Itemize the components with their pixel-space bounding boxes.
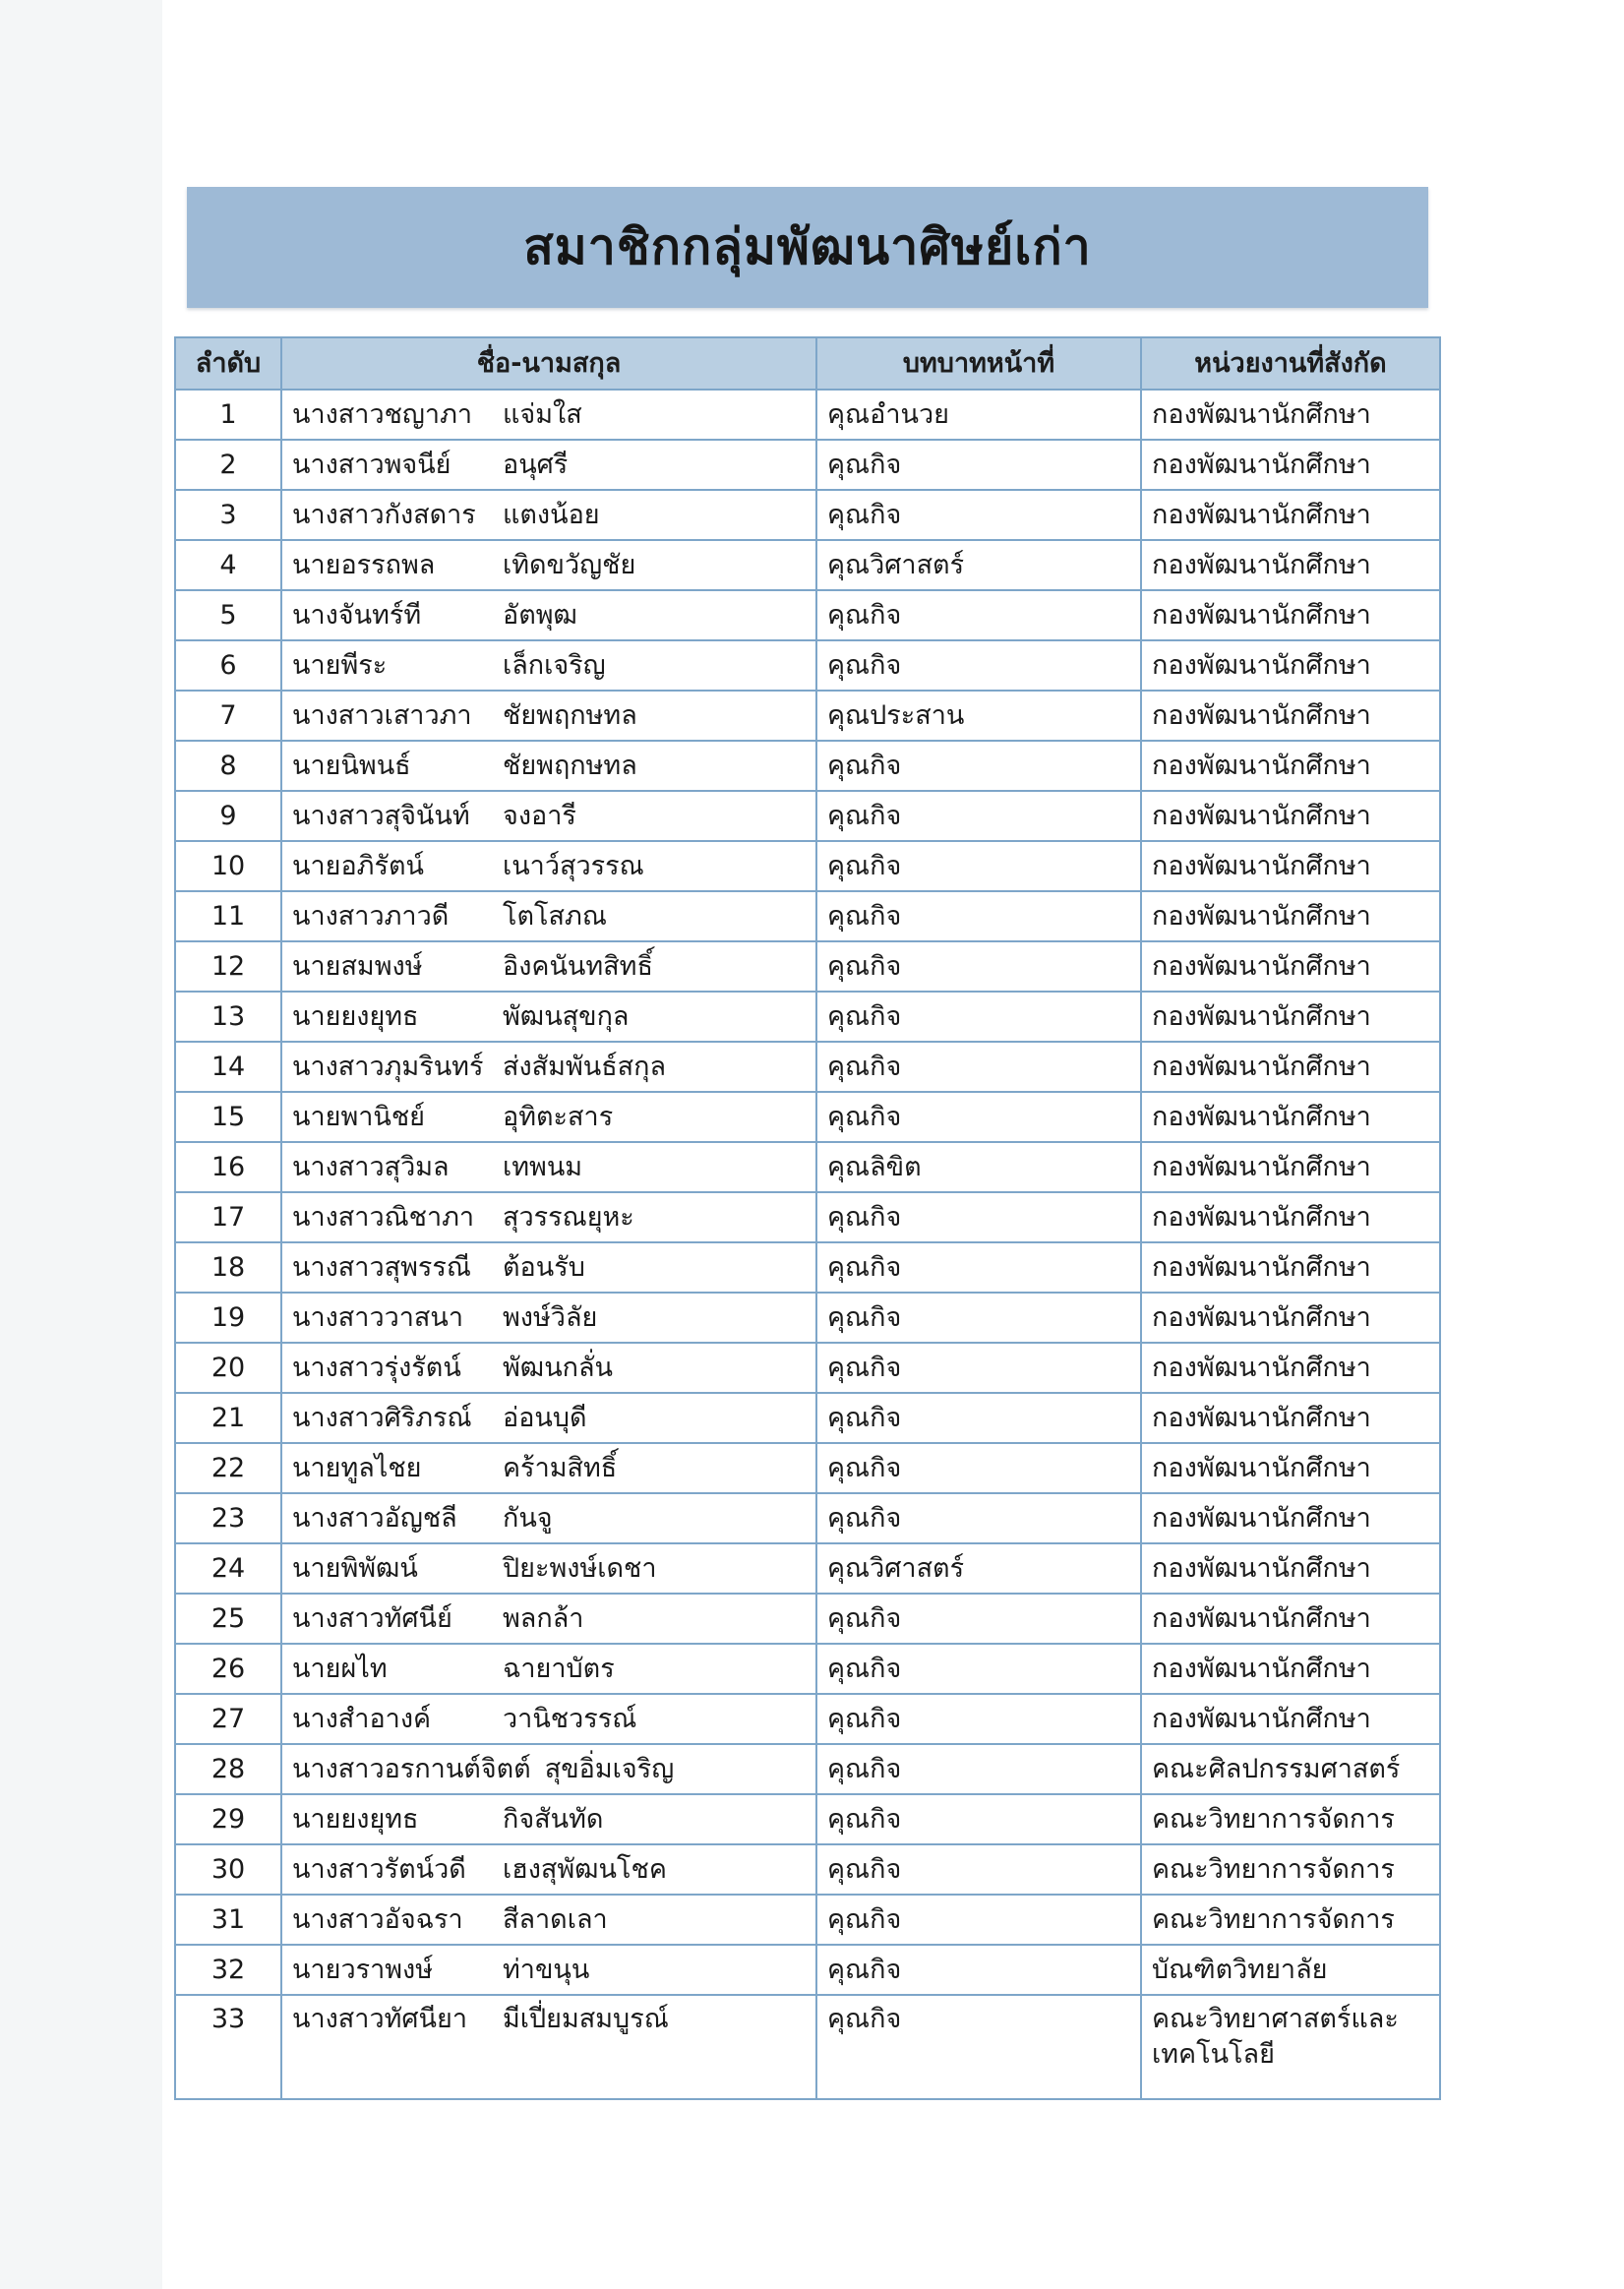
last-name: สุวรรณยุหะ: [503, 1201, 634, 1233]
last-name: ท่าขนุน: [503, 1954, 590, 1985]
cell-role: คุณกิจ: [816, 640, 1141, 691]
table-row: [175, 390, 1440, 440]
cell-name: [281, 390, 816, 440]
cell-unit: คณะวิทยาการจัดการ: [1141, 1895, 1440, 1945]
table-row: [175, 841, 1440, 891]
first-name: นายอภิรัตน์: [292, 850, 424, 881]
cell-name: [281, 841, 816, 891]
cell-unit: กองพัฒนานักศึกษา: [1141, 640, 1440, 691]
cell-name: [281, 941, 816, 992]
cell-role: คุณกิจ: [816, 841, 1141, 891]
cell-name: [281, 1594, 816, 1644]
cell-unit: กองพัฒนานักศึกษา: [1141, 891, 1440, 941]
cell-name: [281, 640, 816, 691]
first-name: นางสาวทัศนียา: [292, 2004, 467, 2034]
cell-number: 8: [175, 741, 281, 791]
cell-role: คุณกิจ: [816, 1895, 1141, 1945]
cell-number: 13: [175, 992, 281, 1042]
cell-name: [281, 1694, 816, 1744]
cell-number: 5: [175, 590, 281, 640]
cell-name: [281, 1844, 816, 1895]
cell-number: 7: [175, 691, 281, 741]
cell-unit: กองพัฒนานักศึกษา: [1141, 1543, 1440, 1594]
last-name: จงอารี: [503, 800, 576, 831]
table-row: [175, 1694, 1440, 1744]
cell-unit: กองพัฒนานักศึกษา: [1141, 1594, 1440, 1644]
cell-role: คุณกิจ: [816, 1242, 1141, 1293]
cell-number: 24: [175, 1543, 281, 1594]
first-name: นายยงยุทธ: [292, 1000, 419, 1032]
cell-role: คุณกิจ: [816, 1644, 1141, 1694]
cell-number: 27: [175, 1694, 281, 1744]
cell-unit: กองพัฒนานักศึกษา: [1141, 841, 1440, 891]
cell-role: คุณกิจ: [816, 741, 1141, 791]
last-name: พงษ์วิลัย: [503, 1301, 598, 1333]
first-name: นางจันทร์ที: [292, 599, 422, 631]
last-name: โตโสภณ: [503, 900, 607, 932]
cell-name: [281, 1393, 816, 1443]
last-name: ปิยะพงษ์เดชา: [503, 1552, 657, 1584]
header-unit: หน่วยงานที่สังกัด: [1141, 337, 1440, 390]
cell-number: 28: [175, 1744, 281, 1794]
cell-number: 9: [175, 791, 281, 841]
cell-unit: คณะวิทยาการจัดการ: [1141, 1794, 1440, 1844]
cell-role: คุณกิจ: [816, 1343, 1141, 1393]
cell-unit: บัณฑิตวิทยาลัย: [1141, 1945, 1440, 1995]
cell-role: คุณลิขิต: [816, 1142, 1141, 1192]
last-name: กิจสันทัด: [503, 1803, 604, 1835]
table-row: [175, 741, 1440, 791]
cell-role: คุณกิจ: [816, 1844, 1141, 1895]
last-name: ส่งสัมพันธ์สกุล: [503, 1051, 667, 1082]
last-name: พัฒนสุขกุล: [503, 1000, 630, 1032]
cell-unit: กองพัฒนานักศึกษา: [1141, 691, 1440, 741]
cell-number: 32: [175, 1945, 281, 1995]
cell-number: 11: [175, 891, 281, 941]
cell-unit: กองพัฒนานักศึกษา: [1141, 390, 1440, 440]
first-name: นายพิพัฒน์: [292, 1552, 418, 1584]
cell-number: 12: [175, 941, 281, 992]
cell-number: 17: [175, 1192, 281, 1242]
cell-number: 30: [175, 1844, 281, 1895]
first-name: นางสาวทัศนีย์: [292, 1602, 452, 1634]
cell-role: คุณกิจ: [816, 1794, 1141, 1844]
first-name: นางสาวอัจฉรา: [292, 1903, 463, 1935]
cell-unit: กองพัฒนานักศึกษา: [1141, 1343, 1440, 1393]
cell-unit: กองพัฒนานักศึกษา: [1141, 1192, 1440, 1242]
title-banner: [187, 187, 1428, 308]
table-row: [175, 1493, 1440, 1543]
cell-name: [281, 1995, 816, 2099]
first-name: นางสาวเสาวภา: [292, 699, 472, 731]
cell-name: [281, 1192, 816, 1242]
cell-number: 18: [175, 1242, 281, 1293]
table-body: [175, 390, 1440, 2099]
table-row: [175, 1744, 1440, 1794]
first-name: นางสาวพจนีย์: [292, 449, 451, 480]
table-row: [175, 1192, 1440, 1242]
cell-name: [281, 1142, 816, 1192]
cell-unit: กองพัฒนานักศึกษา: [1141, 1644, 1440, 1694]
table-row: [175, 1594, 1440, 1644]
cell-number: 31: [175, 1895, 281, 1945]
last-name: ต้อนรับ: [503, 1251, 585, 1283]
table-row: [175, 941, 1440, 992]
table-row: [175, 1242, 1440, 1293]
cell-role: คุณกิจ: [816, 440, 1141, 490]
cell-name: [281, 590, 816, 640]
table-row: [175, 1844, 1440, 1895]
table-row: [175, 1995, 1440, 2099]
last-name: กันจู: [503, 1502, 553, 1534]
first-name: นางสาวสุวิมล: [292, 1151, 450, 1182]
cell-name: [281, 490, 816, 540]
last-name: อ่อนบุดี: [503, 1402, 587, 1433]
cell-number: 19: [175, 1293, 281, 1343]
last-name: เนาว์สุวรรณ: [503, 850, 644, 881]
cell-number: 22: [175, 1443, 281, 1493]
cell-name: [281, 1794, 816, 1844]
cell-number: 29: [175, 1794, 281, 1844]
cell-number: 14: [175, 1042, 281, 1092]
cell-unit: กองพัฒนานักศึกษา: [1141, 590, 1440, 640]
first-name: นายวราพงษ์: [292, 1954, 434, 1985]
cell-unit: กองพัฒนานักศึกษา: [1141, 1393, 1440, 1443]
cell-name: [281, 1343, 816, 1393]
cell-role: คุณวิศาสตร์: [816, 540, 1141, 590]
last-name: สุขอิ่มเจริญ: [544, 1753, 675, 1784]
cell-role: คุณกิจ: [816, 992, 1141, 1042]
first-name: นายพีระ: [292, 649, 388, 681]
last-name: อัตพุฒ: [503, 599, 577, 631]
cell-unit: กองพัฒนานักศึกษา: [1141, 1092, 1440, 1142]
cell-number: 16: [175, 1142, 281, 1192]
first-name: นางสาวณิชาภา: [292, 1201, 475, 1233]
cell-role: คุณวิศาสตร์: [816, 1543, 1141, 1594]
table-row: [175, 992, 1440, 1042]
cell-name: [281, 1744, 816, 1794]
cell-unit: กองพัฒนานักศึกษา: [1141, 540, 1440, 590]
table-row: [175, 1644, 1440, 1694]
last-name: มีเปี่ยมสมบูรณ์: [503, 2004, 669, 2034]
last-name: เทิดขวัญชัย: [503, 549, 636, 580]
cell-number: 1: [175, 390, 281, 440]
cell-unit: คณะวิทยาการจัดการ: [1141, 1844, 1440, 1895]
cell-unit: กองพัฒนานักศึกษา: [1141, 1293, 1440, 1343]
first-name: นางสาวภุมรินทร์: [292, 1051, 484, 1082]
last-name: สีลาดเลา: [503, 1903, 608, 1935]
cell-number: 3: [175, 490, 281, 540]
cell-unit: กองพัฒนานักศึกษา: [1141, 1042, 1440, 1092]
cell-number: 26: [175, 1644, 281, 1694]
first-name: นางสาวชญาภา: [292, 398, 473, 430]
last-name: เล็กเจริญ: [503, 649, 606, 681]
cell-role: คุณกิจ: [816, 1293, 1141, 1343]
table-row: [175, 1895, 1440, 1945]
cell-unit: กองพัฒนานักศึกษา: [1141, 941, 1440, 992]
cell-role: คุณกิจ: [816, 941, 1141, 992]
first-name: นางสาวสุจินันท์: [292, 800, 470, 831]
last-name: ฉายาบัตร: [503, 1653, 615, 1684]
first-name: นายยงยุทธ: [292, 1803, 419, 1835]
table-row: [175, 691, 1440, 741]
cell-name: [281, 440, 816, 490]
cell-name: [281, 741, 816, 791]
first-name: นายนิพนธ์: [292, 750, 411, 781]
cell-name: [281, 1092, 816, 1142]
first-name: นายพานิชย์: [292, 1101, 425, 1132]
cell-role: คุณกิจ: [816, 1995, 1141, 2099]
last-name: ชัยพฤกษทล: [503, 750, 637, 781]
table-row: [175, 1443, 1440, 1493]
last-name: อุทิตะสาร: [503, 1101, 614, 1132]
cell-name: [281, 1042, 816, 1092]
cell-role: คุณอำนวย: [816, 390, 1141, 440]
table-header-row: [175, 337, 1440, 390]
cell-name: [281, 1242, 816, 1293]
cell-unit: กองพัฒนานักศึกษา: [1141, 992, 1440, 1042]
last-name: แตงน้อย: [503, 499, 600, 530]
cell-unit: กองพัฒนานักศึกษา: [1141, 1694, 1440, 1744]
cell-number: 33: [175, 1995, 281, 2099]
members-table: [174, 336, 1441, 2100]
last-name: เทพนม: [503, 1151, 583, 1182]
page-title: สมาชิกกลุ่มพัฒนาศิษย์เก่า: [523, 218, 1092, 275]
cell-name: [281, 1493, 816, 1543]
cell-name: [281, 791, 816, 841]
cell-unit: กองพัฒนานักศึกษา: [1141, 490, 1440, 540]
cell-role: คุณกิจ: [816, 1443, 1141, 1493]
cell-name: [281, 1293, 816, 1343]
cell-unit: กองพัฒนานักศึกษา: [1141, 1443, 1440, 1493]
last-name: คร้ามสิทธิ์: [503, 1452, 618, 1483]
cell-name: [281, 1644, 816, 1694]
cell-role: คุณกิจ: [816, 590, 1141, 640]
cell-number: 20: [175, 1343, 281, 1393]
cell-name: [281, 691, 816, 741]
first-name: นางสาวอรกานต์จิตต์: [292, 1753, 531, 1784]
last-name: อนุศรี: [503, 449, 569, 480]
first-name: นางสาวอัญชลี: [292, 1502, 457, 1534]
last-name: วานิชวรรณ์: [503, 1703, 637, 1734]
first-name: นางสาวสุพรรณี: [292, 1251, 471, 1283]
cell-role: คุณกิจ: [816, 1192, 1141, 1242]
cell-unit: คณะวิทยาศาสตร์และเทคโนโลยี: [1141, 1995, 1440, 2099]
first-name: นางสาวรุ่งรัตน์: [292, 1352, 461, 1383]
cell-role: คุณกิจ: [816, 1694, 1141, 1744]
first-name: นายอรรถพล: [292, 549, 436, 580]
first-name: นางสาวรัตน์วดี: [292, 1853, 466, 1885]
first-name: นายสมพงษ์: [292, 950, 423, 982]
cell-name: [281, 1443, 816, 1493]
cell-number: 10: [175, 841, 281, 891]
table-row: [175, 1945, 1440, 1995]
cell-number: 2: [175, 440, 281, 490]
table-row: [175, 791, 1440, 841]
cell-name: [281, 540, 816, 590]
cell-role: คุณกิจ: [816, 891, 1141, 941]
cell-role: คุณกิจ: [816, 1493, 1141, 1543]
cell-name: [281, 1895, 816, 1945]
header-number: ลำดับ: [175, 337, 281, 390]
last-name: เฮงสุพัฒนโชค: [503, 1853, 667, 1885]
header-role: บทบาทหน้าที่: [816, 337, 1141, 390]
table-row: [175, 590, 1440, 640]
table-row: [175, 1042, 1440, 1092]
first-name: นางสาวกังสดาร: [292, 499, 476, 530]
cell-role: คุณกิจ: [816, 1393, 1141, 1443]
cell-number: 4: [175, 540, 281, 590]
cell-unit: กองพัฒนานักศึกษา: [1141, 741, 1440, 791]
cell-role: คุณกิจ: [816, 1042, 1141, 1092]
cell-name: [281, 992, 816, 1042]
last-name: แจ่มใส: [503, 398, 582, 430]
table-row: [175, 1543, 1440, 1594]
cell-role: คุณกิจ: [816, 791, 1141, 841]
cell-name: [281, 891, 816, 941]
table-row: [175, 891, 1440, 941]
table-row: [175, 1343, 1440, 1393]
cell-role: คุณกิจ: [816, 490, 1141, 540]
table-row: [175, 1794, 1440, 1844]
table-row: [175, 490, 1440, 540]
cell-number: 6: [175, 640, 281, 691]
table-row: [175, 440, 1440, 490]
table-row: [175, 640, 1440, 691]
last-name: พัฒนกลั่น: [503, 1352, 613, 1383]
cell-number: 25: [175, 1594, 281, 1644]
cell-name: [281, 1945, 816, 1995]
cell-name: [281, 1543, 816, 1594]
first-name: นายทูลไชย: [292, 1452, 422, 1483]
last-name: ชัยพฤกษทล: [503, 699, 637, 731]
first-name: นางสาวภาวดี: [292, 900, 450, 932]
cell-number: 15: [175, 1092, 281, 1142]
cell-role: คุณกิจ: [816, 1594, 1141, 1644]
first-name: นางสำอางค์: [292, 1703, 432, 1734]
first-name: นายผไท: [292, 1653, 388, 1684]
last-name: อิงคนันทสิทธิ์: [503, 950, 653, 982]
last-name: พลกล้า: [503, 1602, 584, 1634]
first-name: นางสาววาสนา: [292, 1301, 464, 1333]
header-name: ชื่อ-นามสกุล: [281, 337, 816, 390]
cell-role: คุณกิจ: [816, 1744, 1141, 1794]
table-row: [175, 540, 1440, 590]
cell-role: คุณกิจ: [816, 1945, 1141, 1995]
cell-role: คุณกิจ: [816, 1092, 1141, 1142]
table-row: [175, 1142, 1440, 1192]
table-row: [175, 1393, 1440, 1443]
first-name: นางสาวศิริภรณ์: [292, 1402, 472, 1433]
cell-unit: คณะศิลปกรรมศาสตร์: [1141, 1744, 1440, 1794]
cell-unit: กองพัฒนานักศึกษา: [1141, 440, 1440, 490]
cell-number: 23: [175, 1493, 281, 1543]
table-row: [175, 1293, 1440, 1343]
cell-role: คุณประสาน: [816, 691, 1141, 741]
table-row: [175, 1092, 1440, 1142]
cell-unit: กองพัฒนานักศึกษา: [1141, 1493, 1440, 1543]
cell-unit: กองพัฒนานักศึกษา: [1141, 1242, 1440, 1293]
cell-unit: กองพัฒนานักศึกษา: [1141, 791, 1440, 841]
cell-unit: กองพัฒนานักศึกษา: [1141, 1142, 1440, 1192]
cell-number: 21: [175, 1393, 281, 1443]
